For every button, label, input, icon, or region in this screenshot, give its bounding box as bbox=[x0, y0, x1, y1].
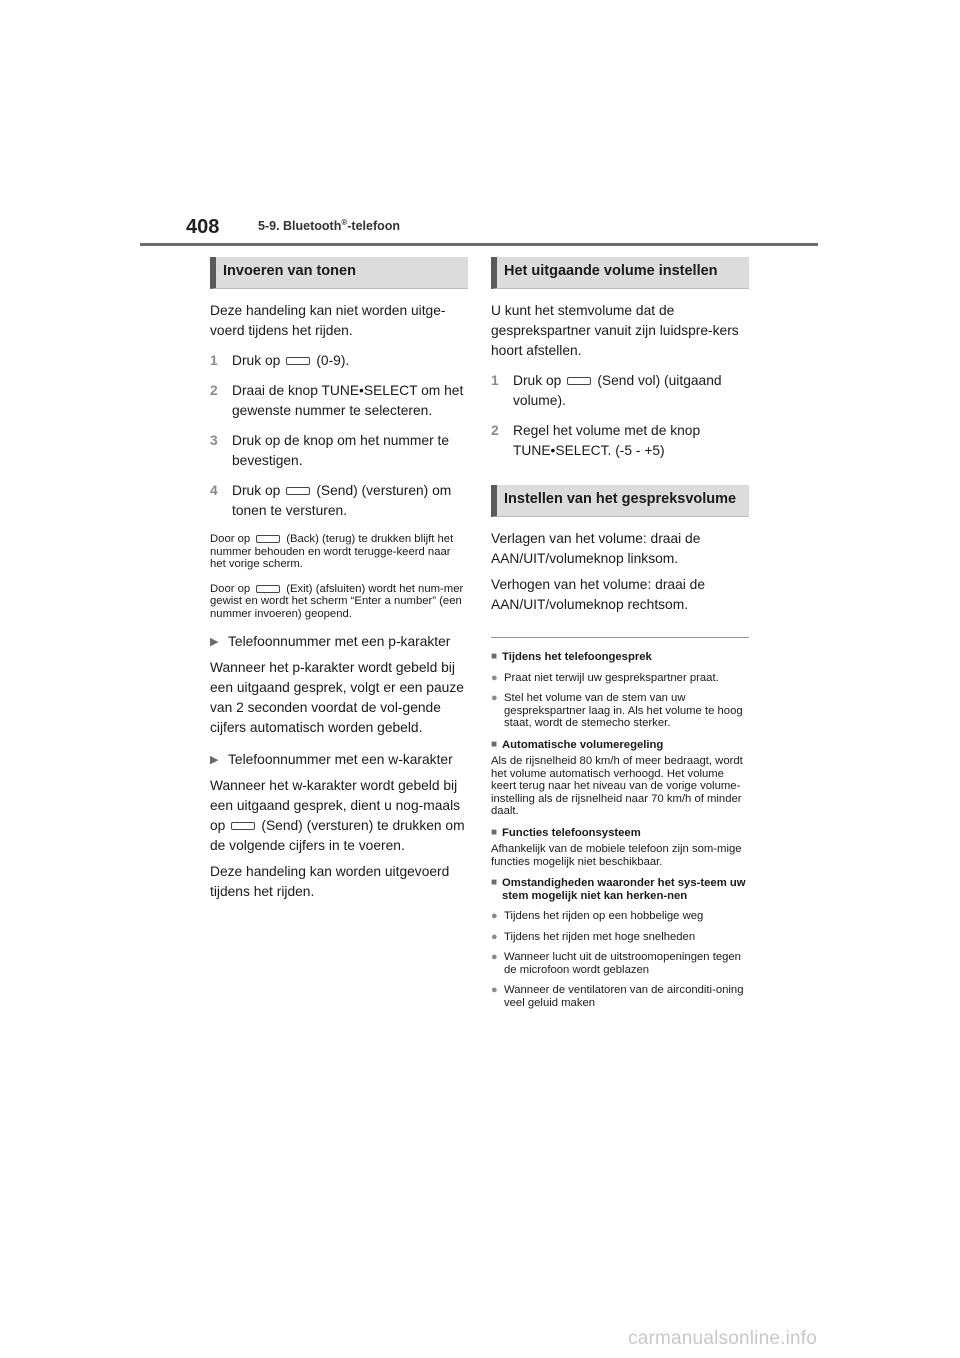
triangle-icon: ▶ bbox=[210, 754, 219, 766]
step-text: Regel het volume met de knop TUNE•SELECT. (-5 - +5) bbox=[513, 423, 701, 458]
circle-bullet-icon: ● bbox=[491, 671, 498, 684]
chapter-title bbox=[258, 218, 400, 233]
section-heading-tones: Invoeren van tonen bbox=[210, 257, 468, 289]
subheading-w-character bbox=[210, 750, 468, 770]
bullet-text: Stel het volume van de stem van uw gesprekspartner laag in. Als het volume te hoog staat, wordt de stemecho sterker. bbox=[504, 692, 743, 729]
raise-volume-text: Verhogen van het volume: draai de AAN/UIT/volumeknop rechtsom. bbox=[491, 577, 705, 612]
circle-bullet-icon: ● bbox=[491, 984, 498, 996]
square-bullet-icon: ■ bbox=[491, 826, 498, 838]
circle-bullet-icon: ● bbox=[491, 692, 498, 704]
bullet-item bbox=[491, 931, 749, 944]
chapter-suffix: -telefoon bbox=[347, 219, 401, 234]
notes-section bbox=[491, 637, 749, 1009]
subheading-text: Telefoonnummer met een p-karakter bbox=[228, 634, 451, 649]
circle-bullet-icon: ● bbox=[491, 910, 498, 922]
screen-button-icon bbox=[231, 822, 255, 830]
step-number: 3 bbox=[210, 433, 218, 448]
p-character-text: Wanneer het p-karakter wordt gebeld bij een uitgaand gesprek, volgt er een pauze van 2 seconden voordat de vol-gende cijfers automatisch worden gebeld. bbox=[210, 660, 464, 735]
step-1 bbox=[210, 351, 468, 371]
screen-button-icon bbox=[567, 377, 591, 385]
note-heading bbox=[491, 651, 749, 664]
bullet-item bbox=[491, 984, 749, 1009]
step-text-post: (0-9). bbox=[316, 353, 350, 368]
note-text: Afhankelijk van de mobiele telefoon zijn som-mige functies mogelijk niet beschikbaar. bbox=[491, 843, 742, 868]
note-exit bbox=[210, 583, 468, 621]
note-post: (Back) (terug) te drukken blijft het nummer behouden en wordt terugge-keerd naar het vorige scherm. bbox=[210, 533, 454, 570]
note-pre: Door op bbox=[210, 582, 251, 595]
step-number: 1 bbox=[210, 353, 218, 368]
subheading-text: Telefoonnummer met een w-karakter bbox=[228, 752, 453, 767]
note-heading bbox=[491, 877, 749, 902]
section-heading-call-volume: Instellen van het gespreksvolume bbox=[491, 485, 749, 517]
step-text: Druk op de knop om het nummer te bevestigen. bbox=[232, 433, 450, 468]
subheading-p-character bbox=[210, 632, 468, 652]
chapter-prefix: 5-9. Bluetooth bbox=[258, 219, 342, 234]
bullet-text: Tijdens het rijden op een hobbelige weg bbox=[504, 910, 704, 922]
bullet-text: Wanneer lucht uit de uitstroomopeningen tegen de microfoon wordt geblazen bbox=[504, 951, 741, 976]
step-text-pre: Druk op bbox=[513, 373, 562, 388]
step-3 bbox=[210, 431, 468, 471]
screen-button-icon bbox=[286, 357, 310, 365]
note-post: (Exit) (afsluiten) wordt het num-mer gewist en wordt het scherm “Enter a number” (een nummer invoeren) geopend. bbox=[210, 582, 464, 620]
screen-button-icon bbox=[256, 585, 280, 593]
square-bullet-icon: ■ bbox=[491, 738, 498, 750]
section-heading-outgoing-volume: Het uitgaande volume instellen bbox=[491, 257, 749, 289]
registered-mark: ® bbox=[341, 218, 348, 227]
step-text bbox=[232, 351, 349, 371]
w-character-text bbox=[210, 776, 468, 856]
step-text-post: (Send vol) (uitgaand volume). bbox=[513, 373, 722, 408]
volume-step-1 bbox=[491, 371, 749, 411]
square-bullet-icon: ■ bbox=[491, 651, 498, 662]
page-number: 408 bbox=[186, 216, 220, 238]
note-heading-text: Omstandigheden waaronder het sys-teem uw stem mogelijk niet kan herken-nen bbox=[502, 877, 746, 902]
outgoing-volume-intro: U kunt het stemvolume dat de gesprekspartner vanuit zijn luidspre-kers hoort afstellen. bbox=[491, 303, 739, 358]
bullet-item bbox=[491, 672, 749, 685]
watermark: carmanualsonline.info bbox=[628, 1328, 818, 1349]
step-text-pre: Druk op bbox=[232, 353, 281, 368]
screen-button-icon bbox=[256, 535, 280, 543]
bullet-item bbox=[491, 951, 749, 976]
bullet-text: Tijdens het rijden met hoge snelheden bbox=[504, 930, 696, 943]
circle-bullet-icon: ● bbox=[491, 951, 498, 963]
step-number: 2 bbox=[491, 423, 499, 438]
note-heading bbox=[491, 827, 749, 840]
lower-volume-text: Verlagen van het volume: draai de AAN/UIT/volumeknop linksom. bbox=[491, 531, 701, 566]
header-rule bbox=[140, 243, 818, 246]
step-text bbox=[513, 371, 749, 411]
square-bullet-icon: ■ bbox=[491, 877, 498, 888]
step-text-post: (Send) (versturen) om tonen te versturen. bbox=[232, 483, 452, 518]
note-heading-text: Automatische volumeregeling bbox=[502, 738, 664, 751]
note-pre: Door op bbox=[210, 533, 251, 545]
note-heading bbox=[491, 739, 749, 752]
note-heading-text: Functies telefoonsysteem bbox=[502, 826, 641, 839]
bullet-text: Wanneer de ventilatoren van de airconditi-oning veel geluid maken bbox=[504, 984, 744, 1009]
step-text bbox=[232, 481, 468, 521]
screen-button-icon bbox=[286, 487, 310, 495]
step-number: 2 bbox=[210, 383, 218, 398]
step-4 bbox=[210, 481, 468, 521]
note-text: Als de rijsnelheid 80 km/h of meer bedraagt, wordt het volume automatisch verhoogd. Het volume keert terug naar het niveau van de vorige volume-instelling als de rijsnelheid naar 70 km/h of minder daalt. bbox=[491, 755, 743, 817]
intro-text: Deze handeling kan niet worden uitge-voerd tijdens het rijden. bbox=[210, 303, 446, 338]
step-2 bbox=[210, 381, 468, 421]
step-text-pre: Druk op bbox=[232, 483, 281, 498]
left-column bbox=[210, 257, 468, 902]
volume-step-2 bbox=[491, 421, 749, 461]
bullet-text: Praat niet terwijl uw gesprekspartner praat. bbox=[504, 671, 719, 684]
triangle-icon: ▶ bbox=[210, 636, 219, 648]
bullet-item bbox=[491, 910, 749, 923]
w-character-text-2: Deze handeling kan worden uitgevoerd tijdens het rijden. bbox=[210, 864, 450, 899]
step-number: 1 bbox=[491, 373, 499, 388]
step-text: Draai de knop TUNE•SELECT om het gewenste nummer te selecteren. bbox=[232, 383, 464, 418]
w-text-pre: Wanneer het w-karakter wordt gebeld bij een uitgaand gesprek, dient u nog-maals op bbox=[210, 778, 461, 833]
step-number: 4 bbox=[210, 483, 218, 498]
note-heading-text: Tijdens het telefoongesprek bbox=[502, 651, 652, 663]
note-back bbox=[210, 533, 468, 571]
w-text-post: (Send) (versturen) te drukken om de volgende cijfers in te voeren. bbox=[210, 818, 465, 853]
circle-bullet-icon: ● bbox=[491, 930, 498, 943]
bullet-item bbox=[491, 692, 749, 730]
right-column bbox=[491, 257, 749, 1009]
